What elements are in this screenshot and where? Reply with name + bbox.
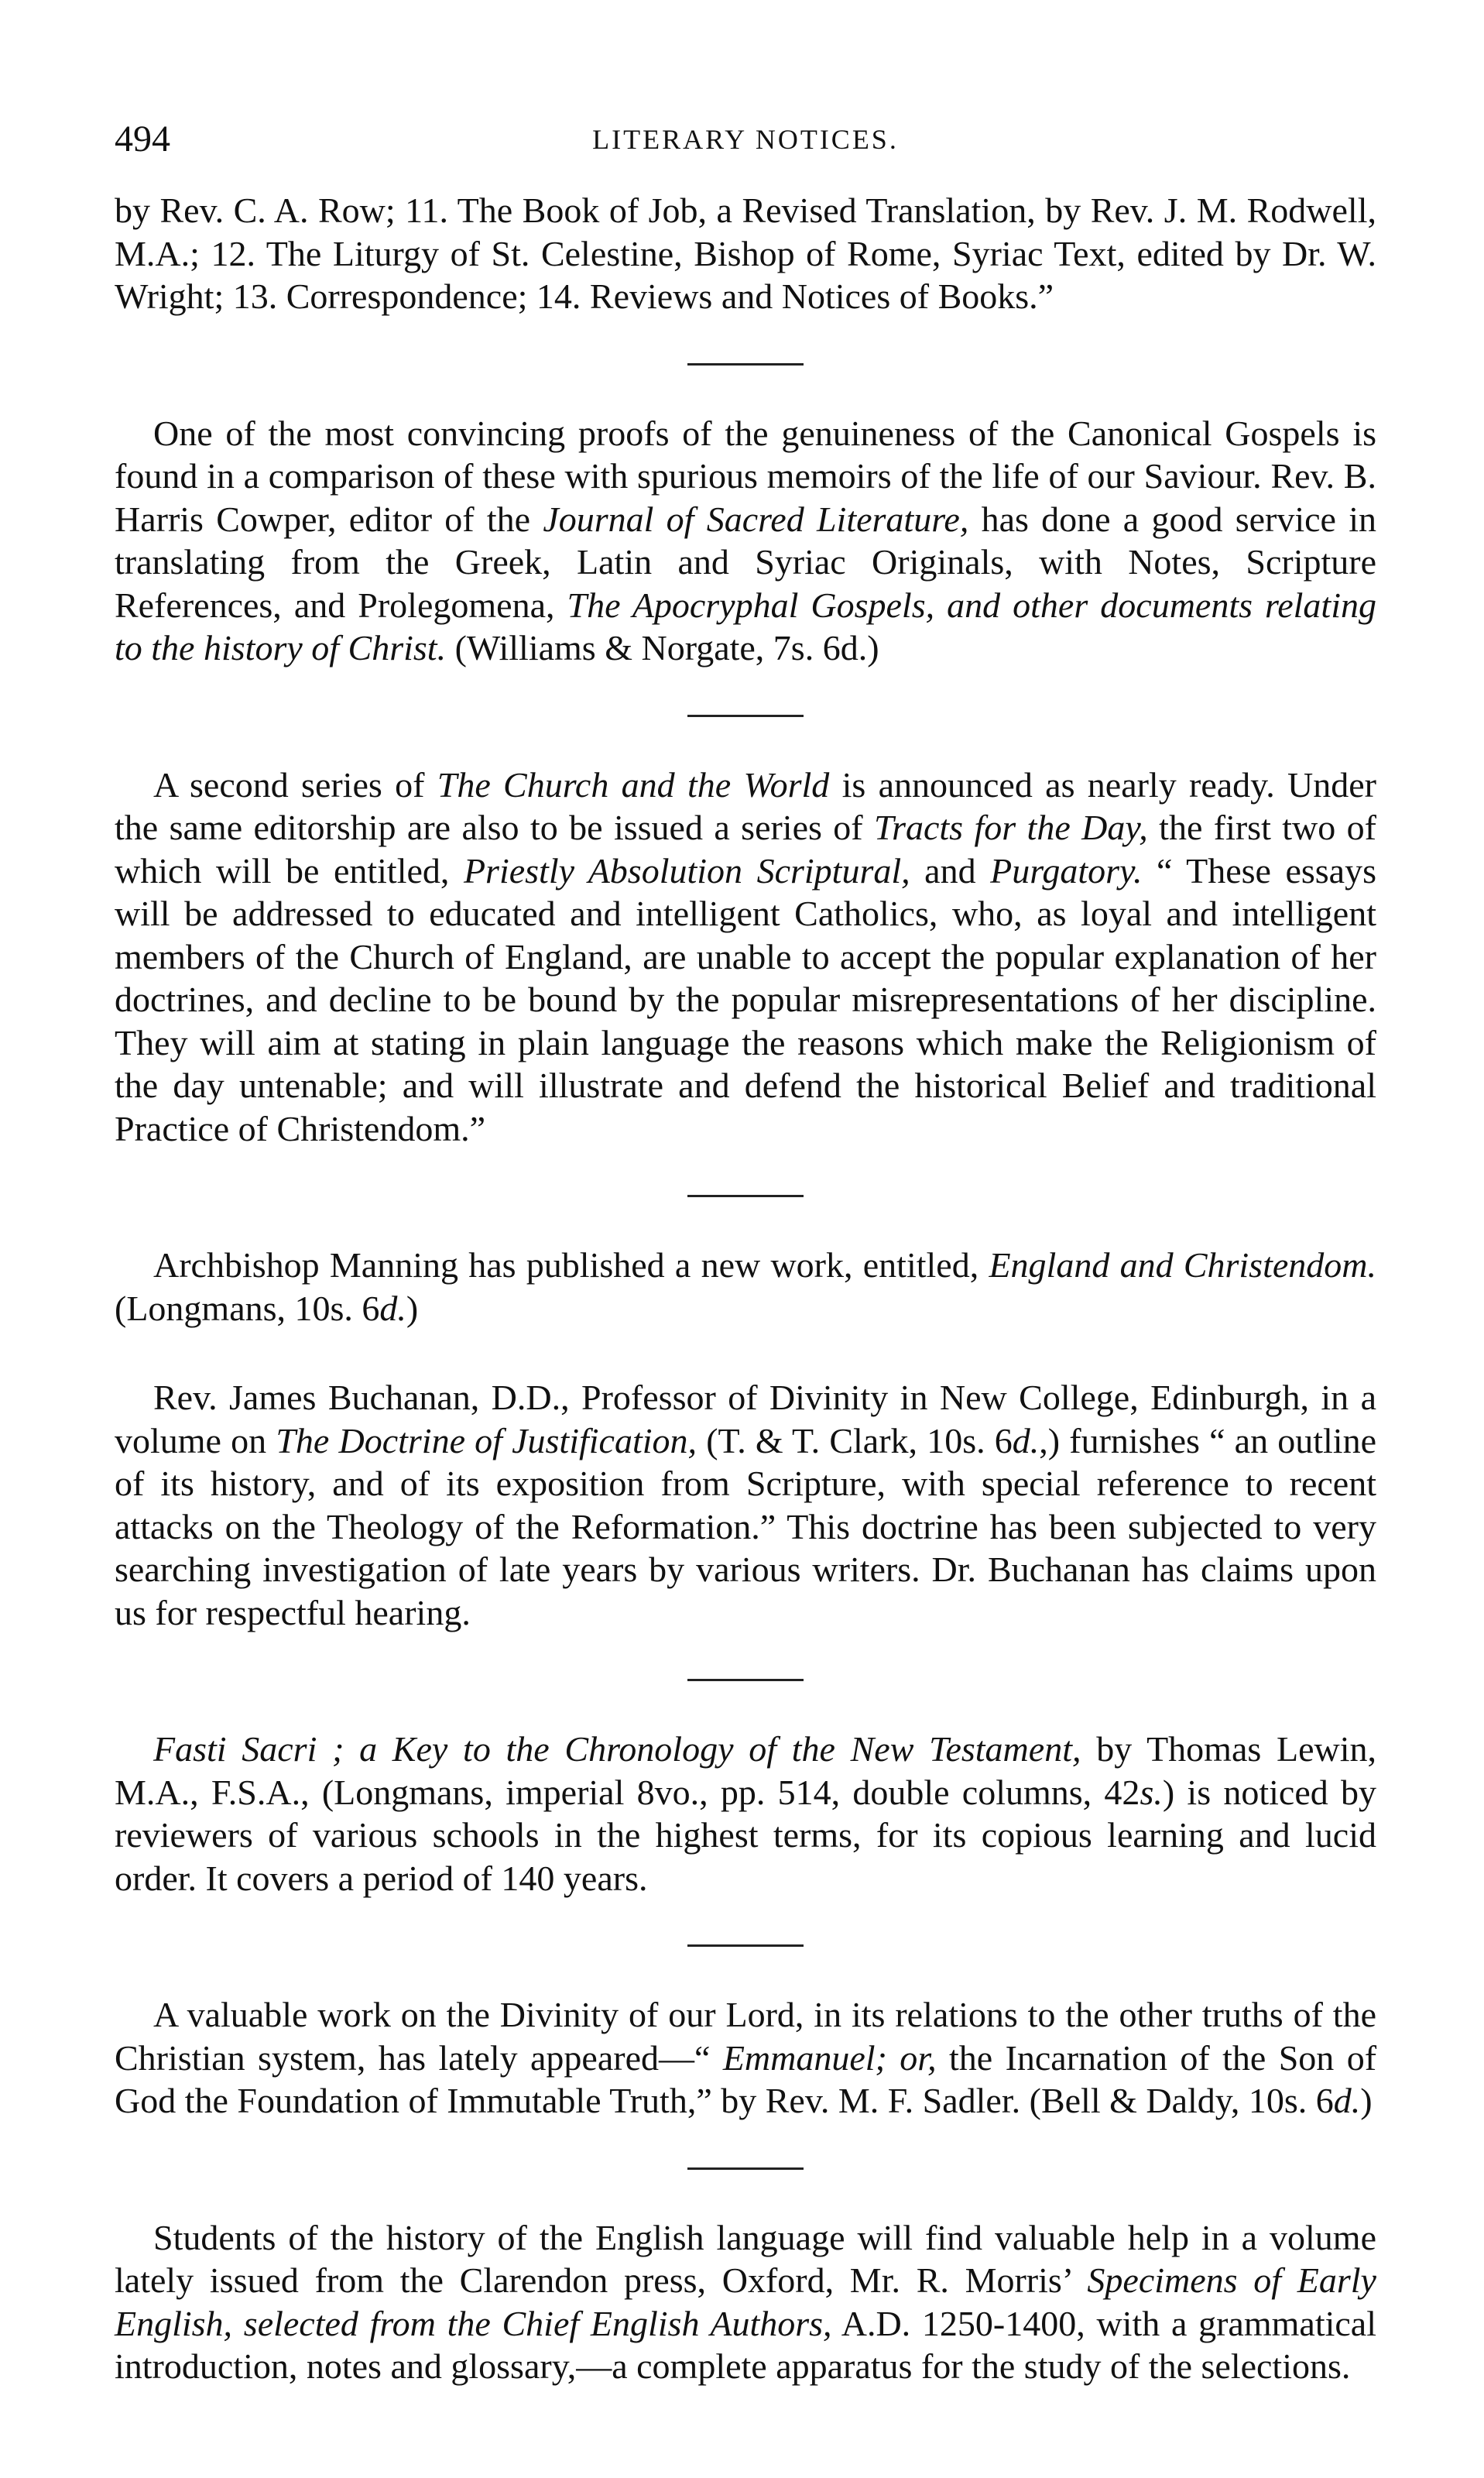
notice-paragraph [115, 2216, 1376, 2388]
page-number: 494 [115, 118, 170, 160]
text-run: the first two of which will be entitled, [115, 808, 1376, 891]
text-run: (Williams & Norgate, 7s. 6d.) [446, 628, 879, 668]
italic-title: Tracts for the Day, [874, 808, 1148, 847]
italic-title: Priestly Absolution Scriptural, [463, 850, 910, 891]
text-run: A.D. 1250-1400, with a grammatical introduction, notes and glossary,—a complete apparatus for the study of the selections. [115, 2303, 1377, 2386]
italic-title: Journal of Sacred Literature, [543, 499, 969, 539]
text-run: ) [406, 1288, 419, 1328]
italic-title: England and Christendom. [989, 1245, 1377, 1285]
italic-title: d. [1012, 1420, 1040, 1460]
italic-title: The Apocryphal Gospels, and other documents relating to the history of Christ. [115, 585, 1376, 668]
running-head: LITERARY NOTICES. [592, 124, 899, 155]
text-run: Archbishop Manning has published a new work, entitled, [153, 1245, 989, 1285]
italic-title: s. [1140, 1772, 1163, 1812]
notice-paragraph [115, 1728, 1376, 1900]
text-run: A second series of [153, 764, 437, 805]
section-divider [687, 1195, 804, 1197]
text-run: has done a good service in translating from the Greek, Latin and Syriac Originals, with Notes, Scripture References, and Prolegomena, [115, 499, 1377, 625]
paragraph-gap [115, 1330, 1376, 1376]
text-run: by Rev. C. A. Row; 11. The Book of Job, a Revised Translation, by Rev. J. M. Rodwell, M.A.; 12. The Liturgy of St. Celestine, Bishop of Rome, Syriac Text, edited by Dr. W. Wright; 13. Correspondence; 14. Reviews and Notices of Books.” [115, 190, 1376, 316]
text-run: A valuable work on the Divinity of our Lord, in its relations to the other truths of the Christian system, has lately appeared—“ [115, 1995, 1376, 2078]
section-divider [687, 1944, 804, 1947]
section-divider [687, 1679, 804, 1681]
italic-title: d. [379, 1288, 406, 1328]
notice-paragraph [115, 189, 1376, 318]
notice-paragraph [115, 1376, 1376, 1634]
page-header [115, 115, 1376, 164]
section-divider [687, 715, 804, 717]
text-run: and [910, 850, 991, 891]
text-run: One of the most convincing proofs of the genuineness of the Canonical Gospels is found in a comparison of these with spurious memoirs of the life of our Saviour. Rev. B. Harris Cowper, editor of the [115, 413, 1376, 539]
text-run: Students of the history of the English language will find valuable help in a volume lately issued from the Clarendon press, Oxford, Mr. R. Morris’ [115, 2217, 1376, 2300]
text-run: the Incarnation of the Son of God the Foundation of Immutable Truth,” by Rev. M. F. Sadler. (Bell & Daldy, 10s. 6 [115, 2037, 1377, 2120]
italic-title: The Church and the World [437, 764, 830, 805]
notice-paragraph [115, 764, 1376, 1151]
text-run: is announced as nearly ready. Under the same editorship are also to be issued a series of [115, 764, 1376, 847]
section-divider [687, 363, 804, 366]
text-run: by Thomas Lewin, M.A., F.S.A., (Longmans, imperial 8vo., pp. 514, double columns, 42 [115, 1729, 1376, 1812]
text-run: (Longmans, 10s. 6 [115, 1288, 380, 1328]
italic-title: Purgatory. [990, 850, 1143, 891]
text-run: (T. & T. Clark, 10s. 6 [697, 1420, 1013, 1460]
notice-paragraph [115, 1244, 1376, 1330]
text-run: ,) furnishes “ an outline of its history, and of its exposition from Scripture, with special reference to recent attacks on the Theology of the Reformation.” This doctrine has been subjected to very searching investigation of late years by various writers. Dr. Buchanan has claims upon us for respectful hearing. [115, 1420, 1376, 1632]
notice-paragraph [115, 1993, 1376, 2123]
italic-title: Emmanuel; or, [722, 2037, 937, 2078]
italic-title: Fasti Sacri ; a Key to the Chronology of the New Testament, [153, 1729, 1081, 1769]
notice-paragraph [115, 412, 1376, 670]
italic-title: Specimens of Early English, selected from the Chief English Authors, [115, 2260, 1376, 2343]
text-run: ) is noticed by reviewers of various schools in the highest terms, for its copious learning and lucid order. It covers a period of 140 years. [115, 1772, 1376, 1898]
text-run: Rev. James Buchanan, D.D., Professor of Divinity in New College, Edinburgh, in a volume on [115, 1378, 1376, 1460]
body-text [115, 189, 1376, 2388]
italic-title: The Doctrine of Justification, [276, 1420, 697, 1460]
text-run: “ These essays will be addressed to educated and intelligent Catholics, who, as loyal and intelligent members of the Church of England, are unable to accept the popular explanation of her doctrines, and decline to be bound by the popular misrepresentations of her discipline. They will aim at stating in plain language the reasons which make the Religionism of the day untenable; and will illustrate and defend the historical Belief and traditional Practice of Christendom.” [115, 850, 1376, 1148]
text-run: ) [1360, 2081, 1373, 2120]
section-divider [687, 2167, 804, 2170]
italic-title: d. [1333, 2081, 1361, 2120]
